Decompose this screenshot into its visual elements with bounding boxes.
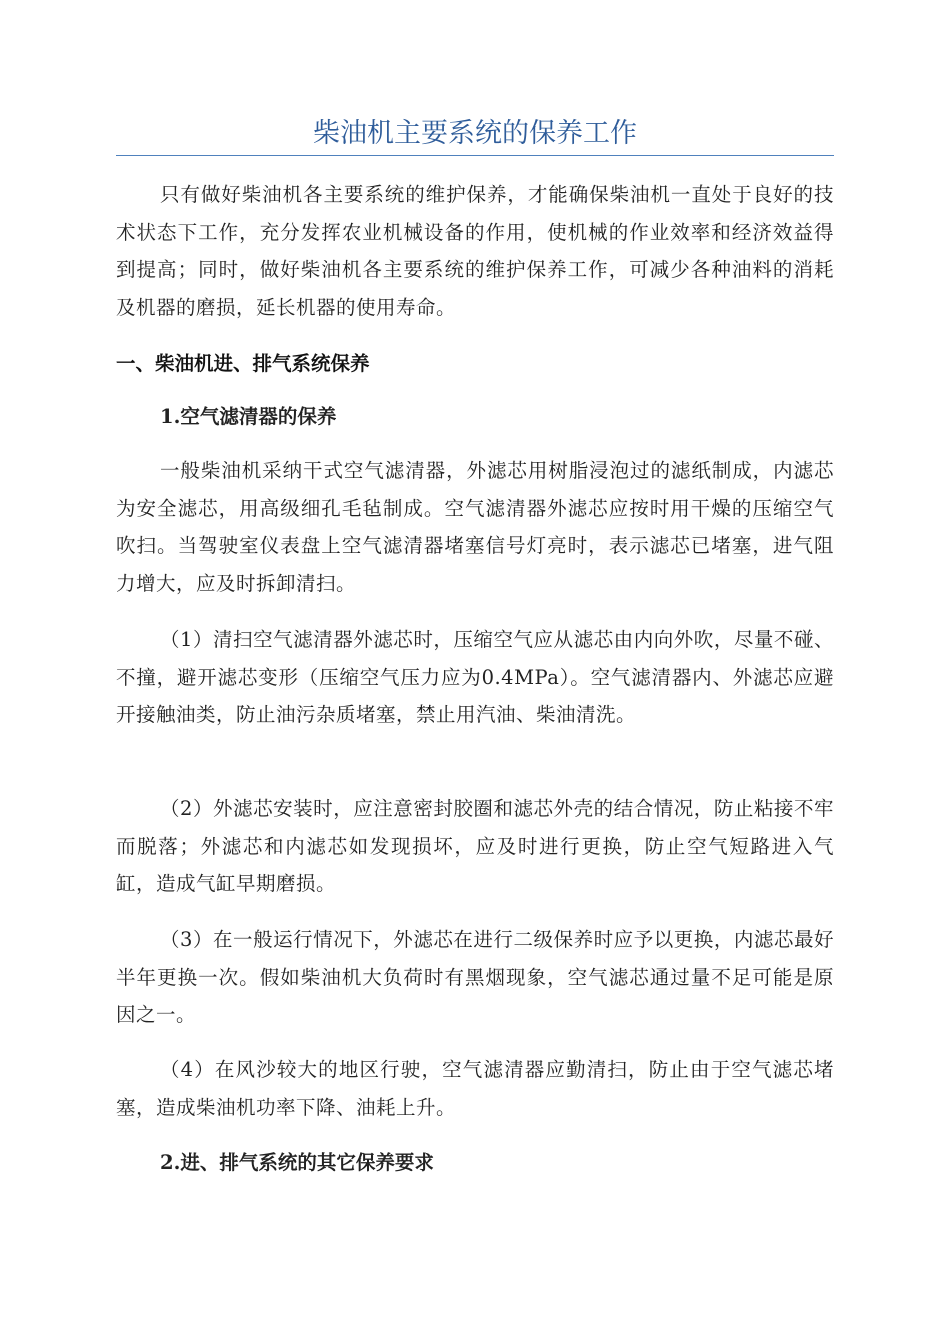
list-item-3: （3）在一般运行情况下，外滤芯在进行二级保养时应予以更换，内滤芯最好半年更换一次。假如柴油机大负荷时有黑烟现象，空气滤芯通过量不足可能是原因之一。 [116,928,834,1026]
list-item-1: （1）清扫空气滤清器外滤芯时，压缩空气应从滤芯由内向外吹，尽量不碰、不撞，避开滤芯变形（压缩空气压力应为0.4MPa）。空气滤清器内、外滤芯应避开接触油类，防止油污杂质堵塞，禁止用汽油、柴油清洗。 [116,628,834,726]
section-heading-intake-exhaust: 一、柴油机进、排气系统保养 [116,352,370,375]
subheading-other-requirements: 2.进、排气系统的其它保养要求 [160,1151,434,1174]
document-title: 柴油机主要系统的保养工作 [313,118,637,149]
list-item-4: （4）在风沙较大的地区行驶，空气滤清器应勤清扫，防止由于空气滤芯堵塞，造成柴油机功率下降、油耗上升。 [116,1058,834,1119]
list-item-2: （2）外滤芯安装时，应注意密封胶圈和滤芯外壳的结合情况，防止粘接不牢而脱落；外滤芯和内滤芯如发现损坏，应及时进行更换，防止空气短路进入气缸，造成气缸早期磨损。 [116,797,834,895]
air-filter-paragraph: 一般柴油机采纳干式空气滤清器，外滤芯用树脂浸泡过的滤纸制成，内滤芯为安全滤芯，用高级细孔毛毡制成。空气滤清器外滤芯应按时用干燥的压缩空气吹扫。当驾驶室仪表盘上空气滤清器堵塞信号灯亮时，表示滤芯已堵塞，进气阻力增大，应及时拆卸清扫。 [116,459,834,595]
subheading-air-filter: 1.空气滤清器的保养 [160,405,337,428]
intro-paragraph: 只有做好柴油机各主要系统的维护保养，才能确保柴油机一直处于良好的技术状态下工作，充分发挥农业机械设备的作用，使机械的作业效率和经济效益得到提高；同时，做好柴油机各主要系统的维护保养工作，可减少各种油料的消耗及机器的磨损，延长机器的使用寿命。 [116,183,834,319]
title-underline [116,155,834,156]
